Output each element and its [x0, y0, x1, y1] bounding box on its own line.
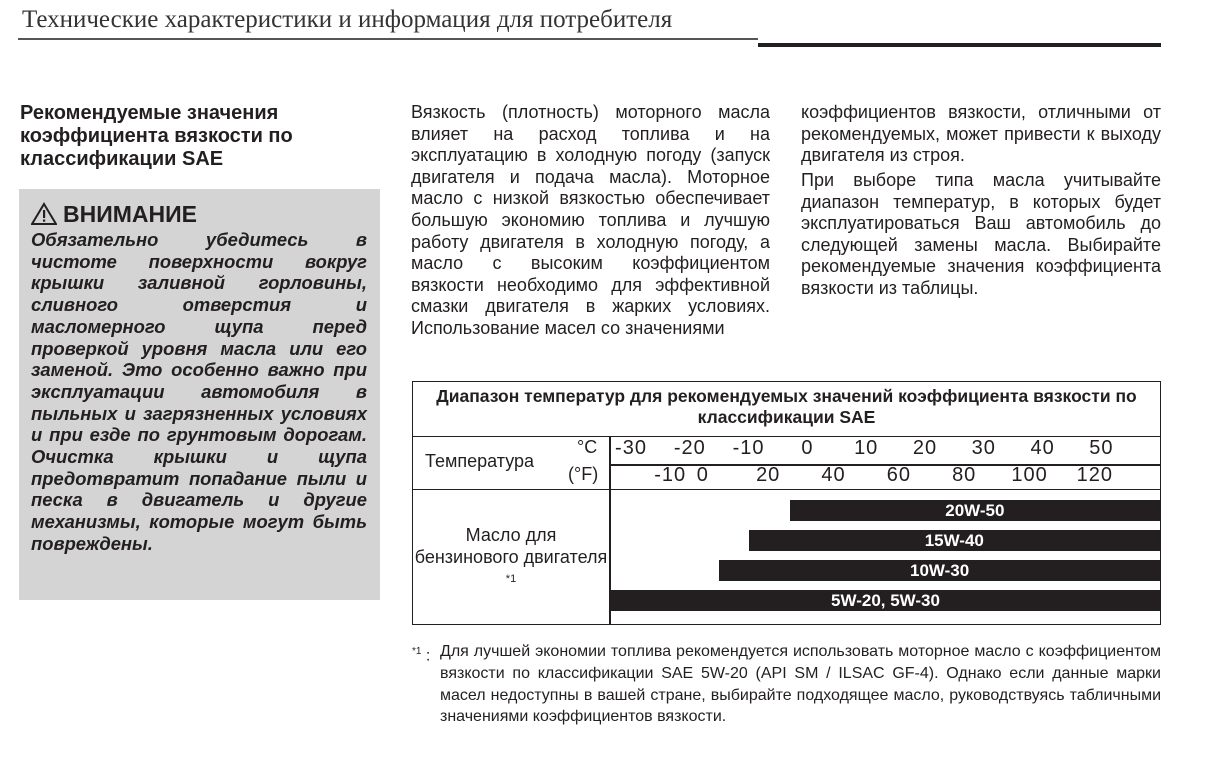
fahrenheit-unit: (°F): [568, 464, 599, 484]
footnote-mark-text: *1: [412, 646, 422, 657]
footnote: [412, 641, 1161, 728]
oil-type-footnote-mark: *1: [505, 573, 517, 585]
celsius-tick-label: 30: [971, 437, 996, 459]
celsius-tick-label: -20: [673, 437, 706, 459]
viscosity-chart: [412, 381, 1161, 625]
viscosity-bar: 15W-40: [749, 530, 1160, 551]
warning-header: [31, 201, 367, 227]
footnote-text: Для лучшей экономии топлива рекомендуется использовать моторное масло с коэффициентом вязкости по классификации SAE 5W-20 (API SM / ILSAC GF-4). Однако если данные марки масел недоступны в вашей стране, выбирайте подходящее масло, руководствуясь табличными значениями коэффициентов вязкости.: [440, 643, 1161, 726]
celsius-tick-label: 20: [912, 437, 938, 459]
viscosity-bar: 10W-30: [719, 560, 1160, 581]
celsius-tick-label: 10: [854, 437, 879, 459]
fahrenheit-tick-label: 80: [952, 464, 977, 486]
viscosity-bar: 5W-20, 5W-30: [611, 590, 1160, 611]
viscosity-bar: 20W-50: [790, 500, 1160, 521]
body-paragraph-viscosity: Вязкость (плотность) моторного масла влияет на расход топлива и на эксплуатацию в холодную погоду (запуск двигателя и подача масла). Моторное масло с низкой вязкостью обеспечивает большую экономию топлива и лучшую работу двигателя в холодную погоду, а масло с высоким коэффициентом вязкости необходимо для эффективной смазки двигателя в жарких условиях. Использование масел со значениями: [411, 102, 770, 338]
fahrenheit-tick-label: 60: [886, 464, 911, 486]
fahrenheit-tick-label: 120: [1076, 464, 1114, 486]
oil-type-label-text: Масло для бензинового двигателя: [414, 525, 608, 567]
celsius-tick-label: -30: [615, 437, 647, 459]
warning-title: ВНИМАНИЕ: [63, 201, 198, 227]
celsius-tick-label: 0: [801, 437, 814, 459]
page-header-title: Технические характеристики и информация для потребителя: [22, 6, 673, 33]
body-paragraph-selection: При выборе типа масла учитывайте диапазон температур, в которых будет эксплуатироваться Ваш автомобиль до следующей замены масла. Выбирайте рекомендуемые значения коэффициента вязкости из таблицы.: [801, 170, 1161, 298]
header-rule: [18, 38, 758, 40]
fahrenheit-tick-label: 20: [756, 464, 781, 486]
warning-box: [19, 189, 380, 600]
header-rule-thick: [758, 43, 1161, 47]
celsius-tick-label: 50: [1089, 437, 1114, 459]
chart-title: Диапазон температур для рекомендуемых значений коэффициента вязкости по классификации SAE: [413, 382, 1160, 437]
warning-text: Обязательно убедитесь в чистоте поверхности вокруг крышки заливной горловины, сливного отверстия и масломерного щупа перед проверкой уровня масла или его заменой. Это особенно важно при эксплуатации автомобиля в пыльных и загрязненных условиях и при езде по грунтовым дорогам. Очистка крышки и щупа предотвратит попадание пыли и песка в двигатель и другие механизмы, которые могут быть повреждены.: [31, 229, 367, 554]
celsius-tick-label: -10: [732, 437, 765, 459]
warning-triangle-icon: [31, 202, 57, 226]
section-heading: Рекомендуемые значения коэффициента вязкости по классификации SAE: [20, 102, 293, 170]
celsius-unit: °C: [577, 437, 598, 457]
celsius-tick-label: 40: [1030, 437, 1055, 459]
body-paragraph-continuation: коэффициентов вязкости, отличными от рекомендуемых, может привести к выходу двигателя из строя.: [801, 102, 1161, 166]
footnote-mark: $^{*1}$ :: [412, 646, 431, 665]
oil-type-label: [413, 524, 609, 594]
temperature-label: Температура: [425, 451, 535, 471]
fahrenheit-tick-label: -10: [654, 464, 687, 486]
fahrenheit-tick-label: 0: [696, 464, 709, 486]
fahrenheit-tick-label: 40: [821, 464, 846, 486]
fahrenheit-tick-label: 100: [1011, 464, 1048, 486]
